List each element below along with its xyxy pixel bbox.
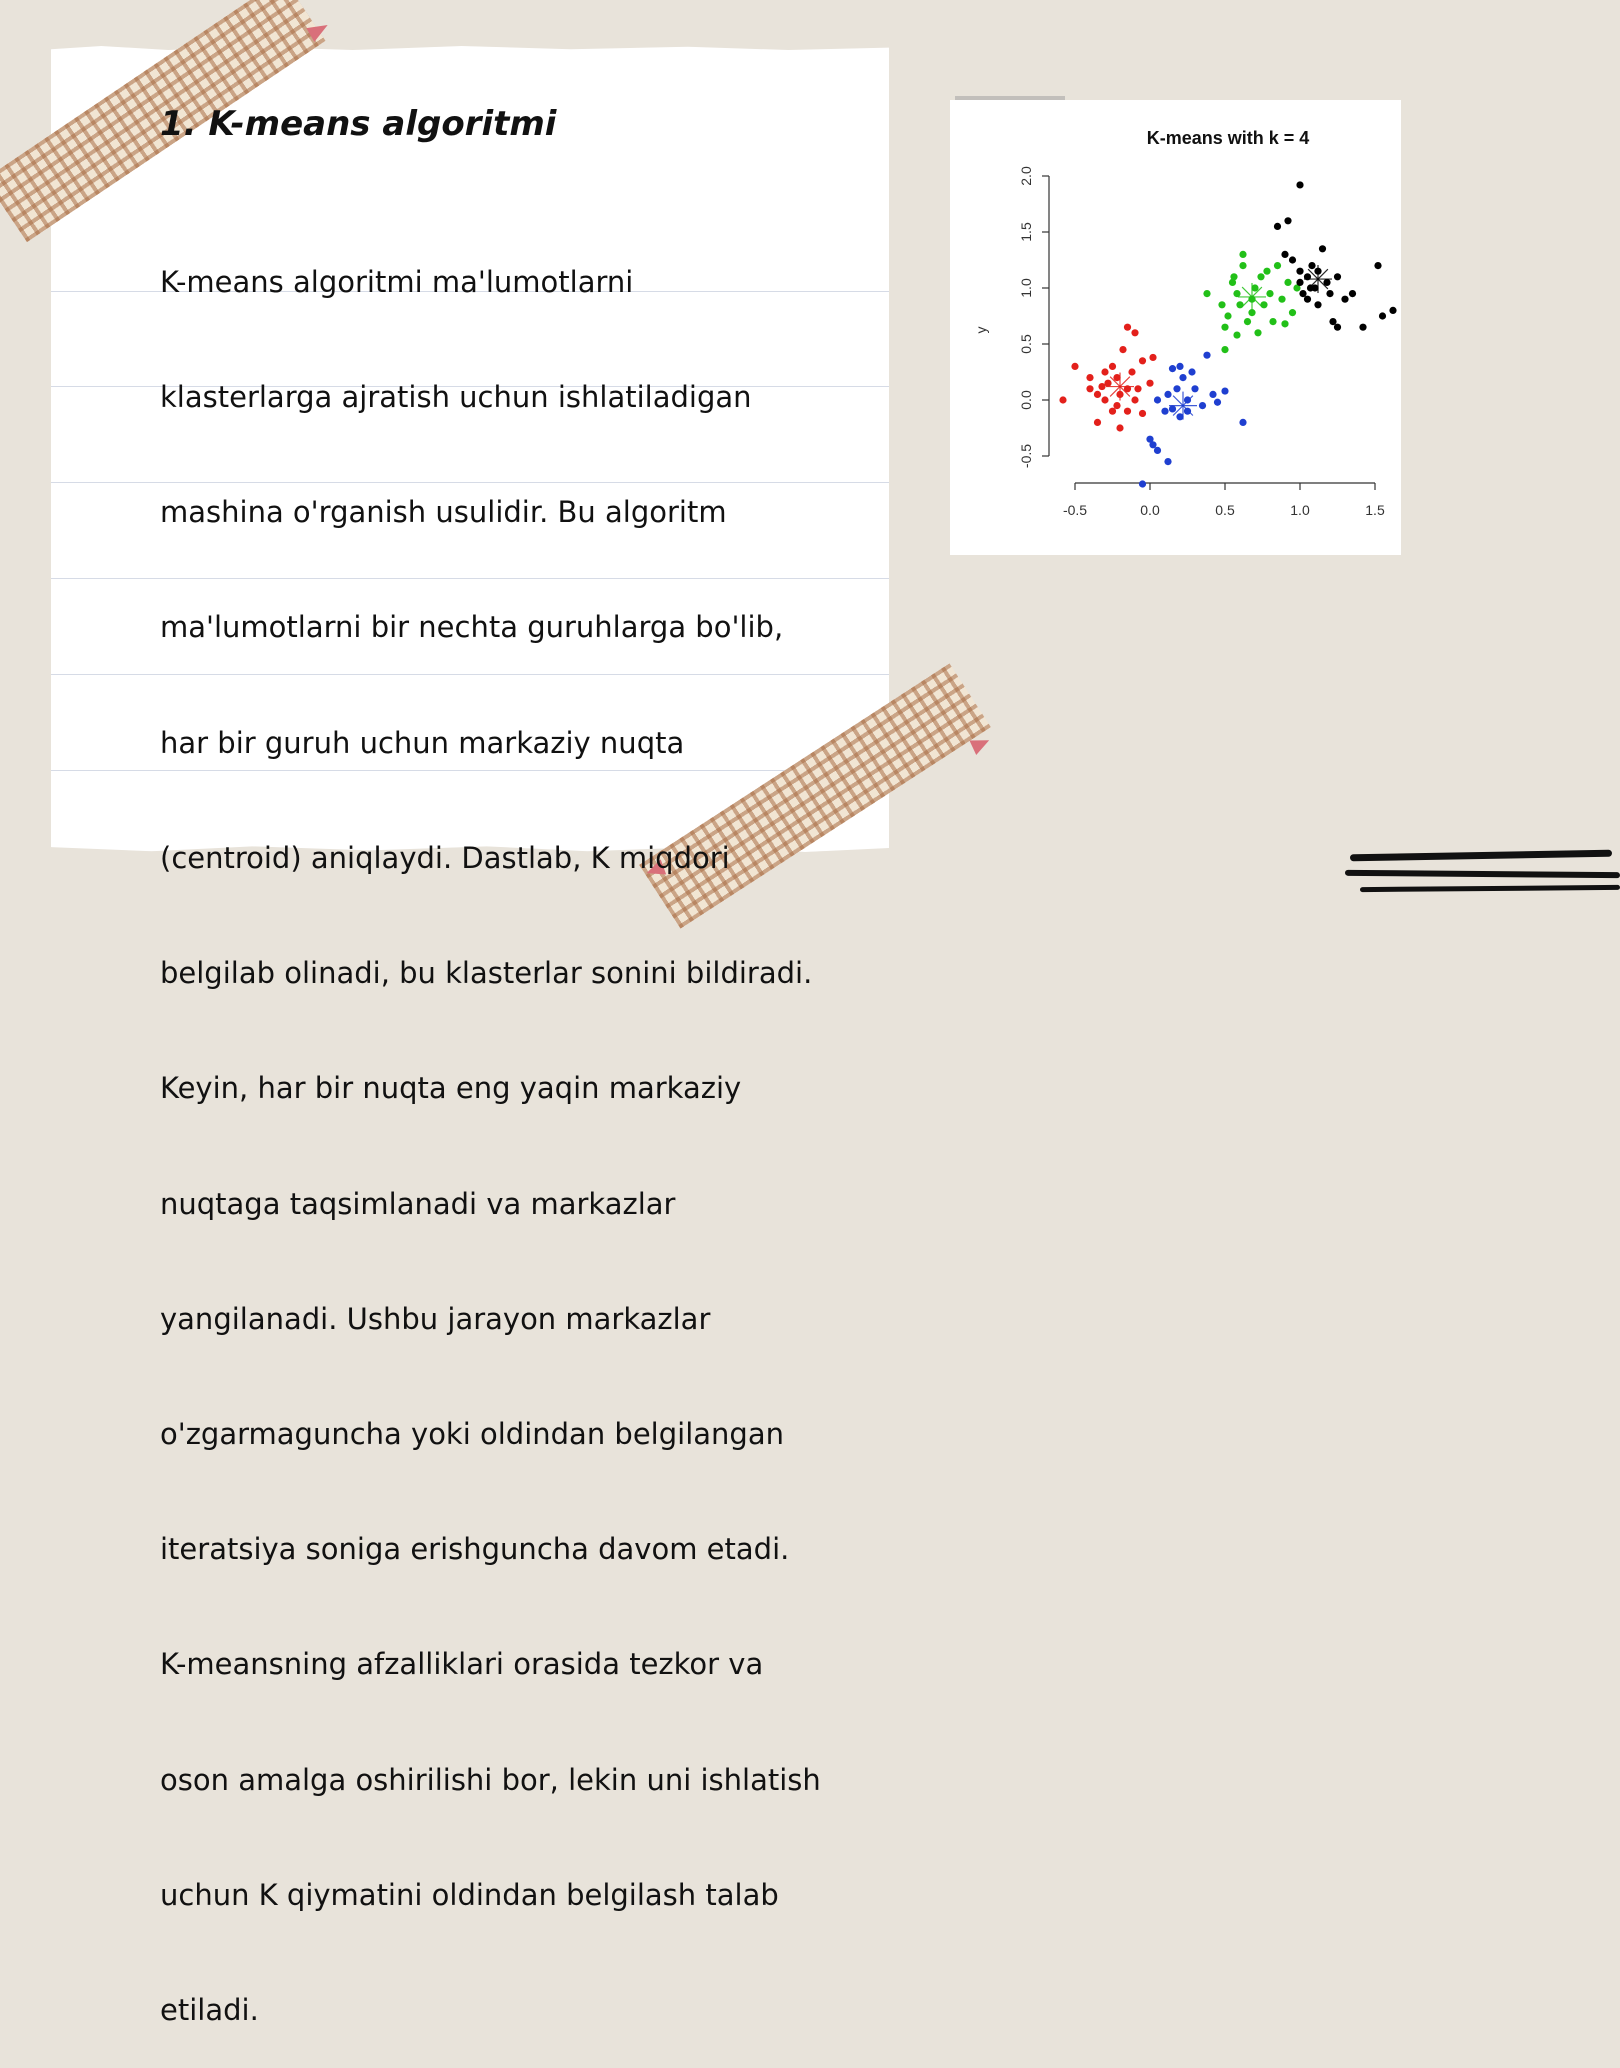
cluster-point — [1139, 357, 1146, 364]
cluster-point — [1184, 408, 1191, 415]
centroid-marker — [1106, 373, 1134, 401]
cluster-point — [1086, 374, 1093, 381]
cluster-point — [1299, 290, 1306, 297]
cluster-point — [1289, 309, 1296, 316]
cluster-point — [1307, 284, 1314, 291]
cluster-point — [1296, 268, 1303, 275]
cluster-point — [1149, 441, 1156, 448]
cluster-point — [1266, 290, 1273, 297]
body-line: etiladi. — [160, 1993, 259, 2028]
cluster-point — [1221, 324, 1228, 331]
cluster-point — [1359, 324, 1366, 331]
cluster-point — [1098, 383, 1105, 390]
body-line: mashina o'rganish usulidir. Bu algoritm — [160, 495, 727, 530]
cluster-point — [1341, 296, 1348, 303]
x-tick-label: -0.5 — [1062, 502, 1088, 518]
cluster-point — [1221, 387, 1228, 394]
cluster-point — [1128, 368, 1135, 375]
cluster-point — [1179, 374, 1186, 381]
y-axis-label: y — [973, 326, 989, 334]
cluster-point — [1149, 354, 1156, 361]
cluster-point — [1296, 181, 1303, 188]
cluster-point — [1154, 447, 1161, 454]
cluster-point — [1071, 363, 1078, 370]
cluster-point — [1257, 273, 1264, 280]
cluster-point — [1173, 385, 1180, 392]
x-tick-label: 1.0 — [1290, 502, 1310, 518]
cluster-point — [1239, 419, 1246, 426]
cluster-point — [1329, 318, 1336, 325]
y-tick-label: 1.0 — [1018, 278, 1034, 298]
cluster-point — [1224, 312, 1231, 319]
cluster-point — [1119, 346, 1126, 353]
cluster-point — [1124, 408, 1131, 415]
cluster-point — [1094, 419, 1101, 426]
cluster-point — [1281, 320, 1288, 327]
cluster-point — [1233, 331, 1240, 338]
cluster-point — [1209, 391, 1216, 398]
cluster-point — [1124, 324, 1131, 331]
body-line: K-meansning afzalliklari orasida tezkor va — [160, 1647, 764, 1682]
cluster-point — [1239, 262, 1246, 269]
cluster-point — [1304, 296, 1311, 303]
x-tick-label: 1.5 — [1365, 502, 1385, 518]
cluster-point — [1233, 290, 1240, 297]
y-tick-label: 1.5 — [1018, 222, 1034, 242]
slide-body — [160, 186, 860, 2068]
x-tick-label: 0.5 — [1215, 502, 1235, 518]
cluster-point — [1101, 368, 1108, 375]
cluster-point — [1154, 396, 1161, 403]
cluster-point — [1169, 405, 1176, 412]
cluster-point — [1284, 217, 1291, 224]
cluster-point — [1146, 380, 1153, 387]
cluster-point — [1244, 318, 1251, 325]
cluster-point — [1326, 290, 1333, 297]
body-line: ma'lumotlarni bir nechta guruhlarga bo'lib, — [160, 610, 784, 645]
cluster-point — [1169, 365, 1176, 372]
y-tick-label: -0.5 — [1018, 443, 1034, 469]
cluster-point — [1221, 346, 1228, 353]
body-line: yangilanadi. Ushbu jarayon markazlar — [160, 1301, 711, 1336]
x-tick-label: 0.0 — [1140, 502, 1160, 518]
brush-stroke — [1345, 870, 1620, 878]
cluster-point — [1379, 312, 1386, 319]
cluster-point — [1131, 329, 1138, 336]
cluster-point — [1184, 396, 1191, 403]
cluster-point — [1059, 396, 1066, 403]
cluster-point — [1199, 402, 1206, 409]
centroid-marker — [1304, 265, 1332, 293]
cluster-point — [1236, 301, 1243, 308]
centroid-marker — [1238, 283, 1266, 311]
body-line: klasterlarga ajratish uchun ishlatiladigan — [160, 380, 752, 415]
cluster-point — [1274, 223, 1281, 230]
cluster-point — [1161, 408, 1168, 415]
cluster-point — [1269, 318, 1276, 325]
y-tick-label: 0.5 — [1018, 334, 1034, 354]
cluster-point — [1278, 296, 1285, 303]
body-line: (centroid) aniqlaydi. Dastlab, K miqdori — [160, 840, 730, 875]
cluster-point — [1319, 245, 1326, 252]
cluster-point — [1191, 385, 1198, 392]
body-line: belgilab olinadi, bu klasterlar sonini bildiradi. — [160, 956, 813, 991]
cluster-point — [1164, 458, 1171, 465]
cluster-point — [1203, 352, 1210, 359]
cluster-point — [1113, 402, 1120, 409]
cluster-point — [1239, 251, 1246, 258]
brush-stroke — [1360, 885, 1620, 892]
cluster-point — [1203, 290, 1210, 297]
cluster-point — [1109, 408, 1116, 415]
cluster-point — [1214, 399, 1221, 406]
body-line: K-means algoritmi ma'lumotlarni — [160, 264, 634, 299]
chart-points — [1059, 181, 1396, 487]
kmeans-scatter-chart — [950, 100, 1401, 555]
kmeans-chart-card — [950, 100, 1401, 555]
cluster-point — [1260, 301, 1267, 308]
centroid-marker — [1169, 392, 1197, 420]
chart-axes — [1018, 166, 1385, 518]
cluster-point — [1094, 391, 1101, 398]
cluster-point — [1086, 385, 1093, 392]
body-line: iteratsiya soniga erishguncha davom etadi. — [160, 1532, 790, 1567]
body-line: o'zgarmaguncha yoki oldindan belgilangan — [160, 1417, 784, 1451]
cluster-point — [1101, 396, 1108, 403]
chart-title: K-means with k = 4 — [1146, 128, 1310, 148]
cluster-point — [1139, 480, 1146, 487]
y-tick-label: 0.0 — [1018, 390, 1034, 410]
cluster-point — [1389, 307, 1396, 314]
cluster-point — [1116, 424, 1123, 431]
cluster-point — [1263, 268, 1270, 275]
slide-title: 1. K-means algoritmi — [160, 104, 557, 144]
cluster-point — [1284, 279, 1291, 286]
cluster-point — [1314, 301, 1321, 308]
cluster-point — [1334, 273, 1341, 280]
cluster-point — [1188, 368, 1195, 375]
cluster-point — [1139, 410, 1146, 417]
cluster-point — [1374, 262, 1381, 269]
body-line: uchun K qiymatini oldindan belgilash talab — [160, 1877, 779, 1912]
cluster-point — [1176, 363, 1183, 370]
cluster-point — [1281, 251, 1288, 258]
brush-stroke — [1350, 850, 1612, 862]
cluster-point — [1164, 391, 1171, 398]
cluster-point — [1254, 329, 1261, 336]
body-line: har bir guruh uchun markaziy nuqta — [160, 725, 685, 760]
body-line: oson amalga oshirilishi bor, lekin uni ishlatish — [160, 1762, 821, 1797]
cluster-point — [1334, 324, 1341, 331]
cluster-point — [1274, 262, 1281, 269]
body-line: Keyin, har bir nuqta eng yaqin markaziy — [160, 1071, 742, 1106]
cluster-point — [1131, 396, 1138, 403]
body-line: nuqtaga taqsimlanadi va markazlar — [160, 1186, 676, 1221]
cluster-point — [1109, 363, 1116, 370]
cluster-point — [1218, 301, 1225, 308]
cluster-point — [1296, 279, 1303, 286]
cluster-point — [1308, 262, 1315, 269]
y-tick-label: 2.0 — [1018, 166, 1034, 186]
cluster-point — [1230, 273, 1237, 280]
cluster-point — [1289, 256, 1296, 263]
cluster-point — [1134, 385, 1141, 392]
cluster-point — [1349, 290, 1356, 297]
